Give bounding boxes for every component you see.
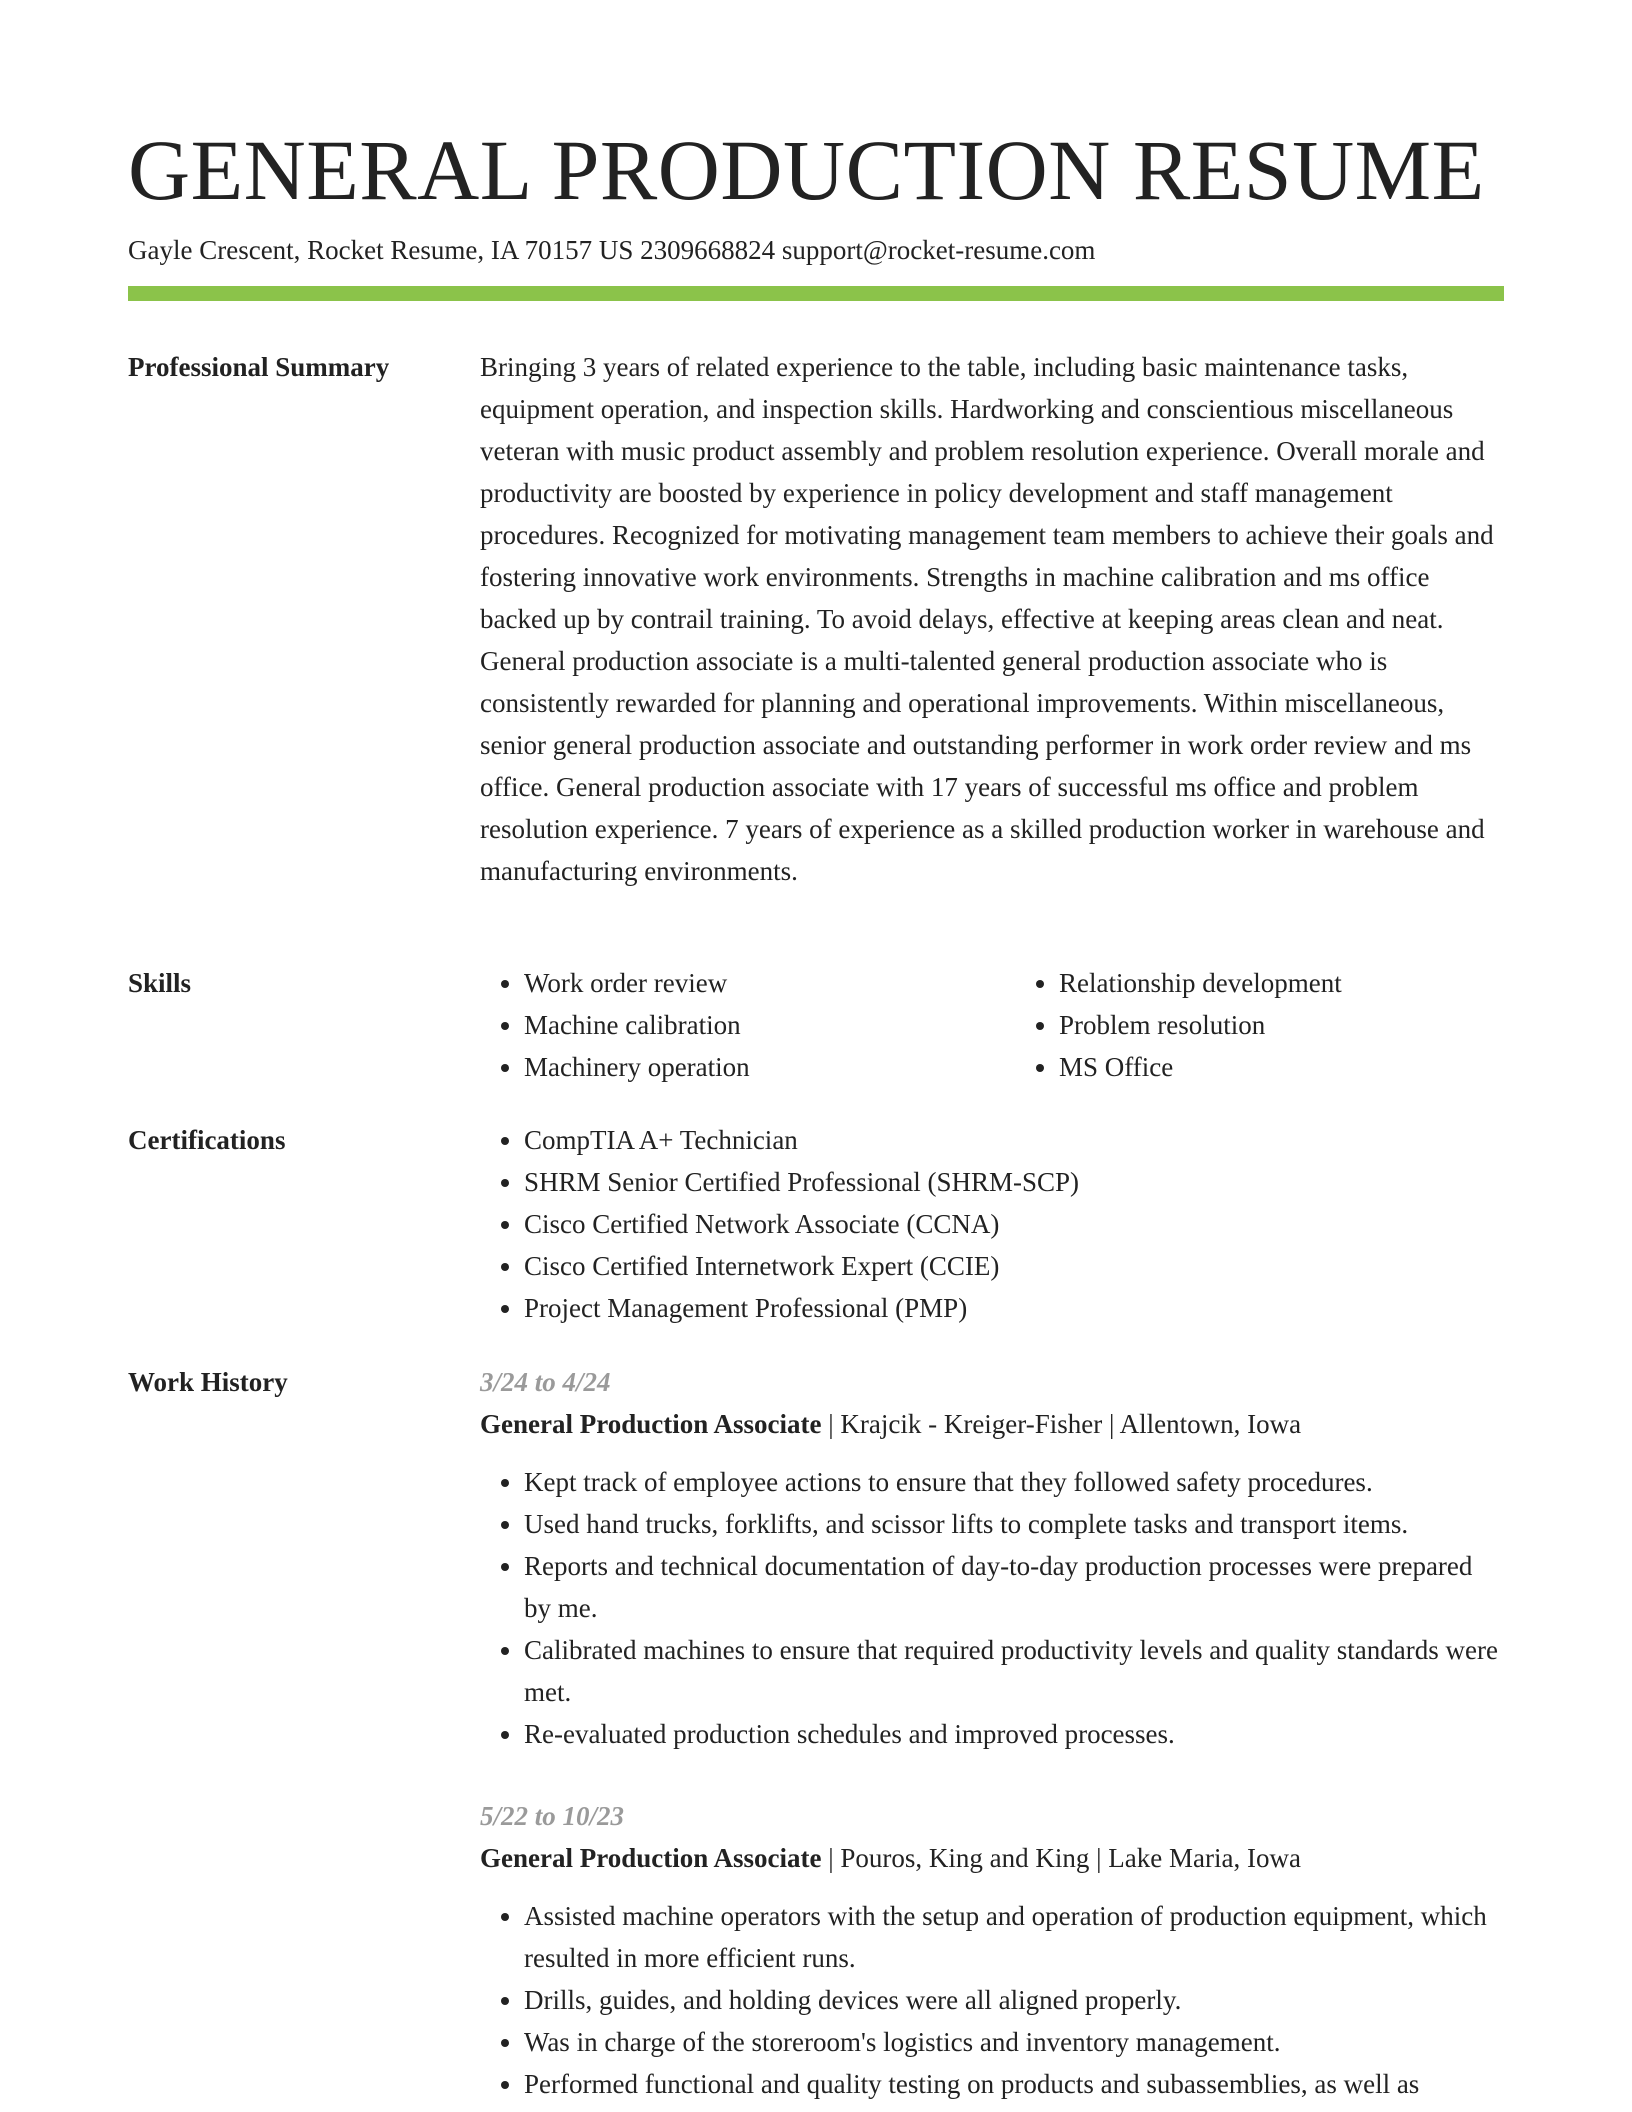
accent-rule bbox=[128, 286, 1504, 301]
job-heading bbox=[480, 1403, 1506, 1445]
work-history-label: Work History bbox=[128, 1367, 288, 1397]
work-history-content bbox=[480, 1361, 1506, 2105]
job-details: | Pouros, King and King | Lake Maria, Iowa bbox=[821, 1843, 1301, 1873]
resume-title: GENERAL PRODUCTION RESUME bbox=[128, 122, 1485, 218]
job-heading bbox=[480, 1837, 1506, 1879]
certifications-content bbox=[480, 1119, 1506, 1329]
job-entry bbox=[480, 1361, 1506, 1755]
job-bullet: • Used hand trucks, forklifts, and scissor lifts to complete tasks and transport items. bbox=[524, 1503, 1506, 1545]
certifications-label: Certifications bbox=[128, 1125, 286, 1155]
job-dates: 3/24 to 4/24 bbox=[480, 1367, 611, 1397]
certification-item: • Cisco Certified Internetwork Expert (CCIE) bbox=[524, 1245, 1506, 1287]
certification-item: • SHRM Senior Certified Professional (SHRM-SCP) bbox=[524, 1161, 1506, 1203]
skill-item: • Problem resolution bbox=[1059, 1004, 1506, 1046]
certification-item: • CompTIA A+ Technician bbox=[524, 1119, 1506, 1161]
job-bullets bbox=[480, 1895, 1506, 2105]
skills-list-left bbox=[480, 962, 971, 1088]
job-details: | Krajcik - Kreiger-Fisher | Allentown, Iowa bbox=[821, 1409, 1302, 1439]
skill-item: • Machine calibration bbox=[524, 1004, 971, 1046]
job-bullet: • Performed functional and quality testing on products and subassemblies, as well as bbox=[524, 2063, 1506, 2105]
job-bullet: • Drills, guides, and holding devices were all aligned properly. bbox=[524, 1979, 1506, 2021]
skill-item: • Machinery operation bbox=[524, 1046, 971, 1088]
skill-item: • Work order review bbox=[524, 962, 971, 1004]
skills-content bbox=[480, 962, 1506, 1088]
summary-label: Professional Summary bbox=[128, 352, 390, 382]
contact-line: Gayle Crescent, Rocket Resume, IA 70157 US 2309668824 support@rocket-resume.com bbox=[128, 235, 1096, 265]
job-title: General Production Associate bbox=[480, 1843, 822, 1873]
job-bullet: • Was in charge of the storeroom's logistics and inventory management. bbox=[524, 2021, 1506, 2063]
job-bullets bbox=[480, 1461, 1506, 1755]
job-bullet: • Assisted machine operators with the setup and operation of production equipment, which resulted in more efficient runs. bbox=[524, 1895, 1506, 1979]
certification-item: • Cisco Certified Network Associate (CCNA) bbox=[524, 1203, 1506, 1245]
job-dates: 5/22 to 10/23 bbox=[480, 1801, 625, 1831]
skills-label: Skills bbox=[128, 968, 192, 998]
job-bullet: • Reports and technical documentation of day-to-day production processes were prepared by me. bbox=[524, 1545, 1506, 1629]
job-bullet: • Re-evaluated production schedules and improved processes. bbox=[524, 1713, 1506, 1755]
job-bullet: • Calibrated machines to ensure that required productivity levels and quality standards were met. bbox=[524, 1629, 1506, 1713]
skill-item: • MS Office bbox=[1059, 1046, 1506, 1088]
summary-content bbox=[480, 346, 1506, 892]
job-entry bbox=[480, 1795, 1506, 2105]
job-title: General Production Associate bbox=[480, 1409, 822, 1439]
certification-item: • Project Management Professional (PMP) bbox=[524, 1287, 1506, 1329]
skills-list-right bbox=[1015, 962, 1506, 1088]
job-bullet: • Kept track of employee actions to ensure that they followed safety procedures. bbox=[524, 1461, 1506, 1503]
summary-text: Bringing 3 years of related experience to the table, including basic maintenance tasks, equipment operation, and inspection skills. Hardworking and conscientious miscellaneous veteran with music product assembly and problem resolution experience. Overall morale and productivity are boosted by experience in policy development and staff management procedures. Recognized for motivating management team members to achieve their goals and fostering innovative work environments. Strengths in machine calibration and ms office backed up by contrail training. To avoid delays, effective at keeping areas clean and neat. General production associate is a multi-talented general production associate who is consistently rewarded for planning and operational improvements. Within miscellaneous, senior general production associate and outstanding performer in work order review and ms office. General production associate with 17 years of successful ms office and problem resolution experience. 7 years of experience as a skilled production worker in warehouse and manufacturing environments. bbox=[480, 352, 1494, 886]
certifications-list bbox=[480, 1119, 1506, 1329]
skill-item: • Relationship development bbox=[1059, 962, 1506, 1004]
